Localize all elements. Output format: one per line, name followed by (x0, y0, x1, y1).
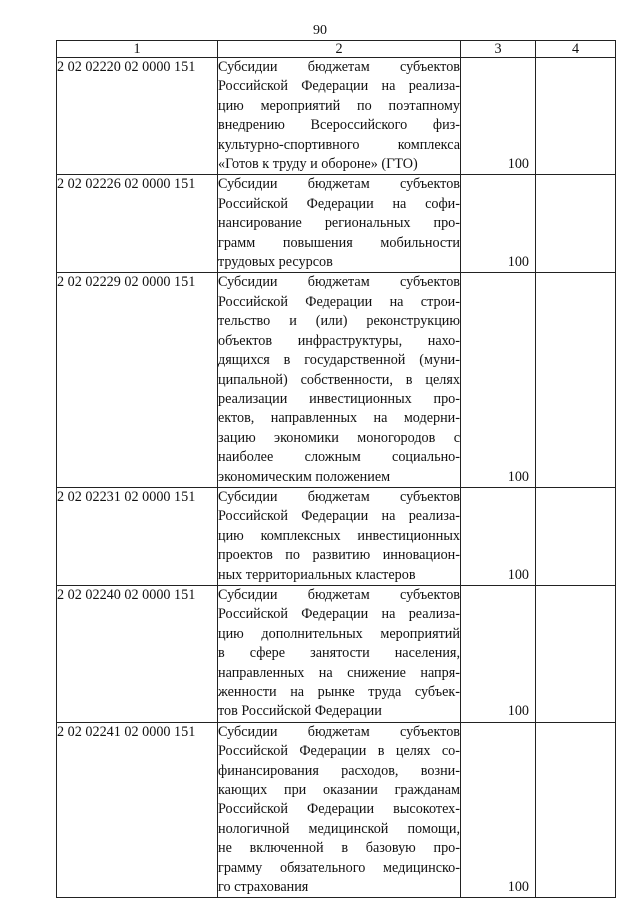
description-line: наиболее сложным социально- (218, 449, 460, 466)
description-line: трудовых ресурсов (218, 254, 333, 271)
description-line: проектов по развитию инновацион- (218, 547, 460, 564)
description-line: нансирование региональных про- (218, 215, 460, 232)
description-line: Российской Федерации на реализа- (218, 508, 460, 525)
description-line: го страхования (218, 879, 309, 896)
description-line: цию мероприятий по поэтапному (218, 97, 460, 114)
column-4-cell (536, 273, 616, 487)
description-line: женности на рынке труда субъек- (218, 684, 460, 700)
description-line: «Готов к труду и обороне» (ГТО) (218, 156, 418, 173)
column-4-cell (536, 175, 616, 273)
description-line: тельство и (или) реконструкцию (218, 313, 460, 330)
table-row (57, 487, 616, 585)
amount-cell (461, 487, 536, 585)
description-cell (218, 585, 461, 722)
description-line: Субсидии бюджетам субъектов (218, 723, 460, 740)
description-cell (218, 175, 461, 273)
description-line: объектов инфраструктуры, нахо- (218, 332, 460, 349)
description-cell (218, 273, 461, 487)
amount-value: 100 (507, 468, 529, 485)
description-line: грамму обязательного медицинско- (218, 859, 460, 876)
description-line: грамм повышения мобильности (218, 234, 460, 251)
budget-code-cell: 2 02 02231 02 0000 151 (57, 487, 218, 585)
description-line: Субсидии бюджетам субъектов (218, 488, 460, 505)
amount-value: 100 (507, 566, 529, 583)
description-cell (218, 58, 461, 175)
header-col-4: 4 (536, 41, 616, 58)
page-number: 90 (313, 23, 327, 38)
header-col-2: 2 (218, 41, 461, 58)
table-row (57, 585, 616, 722)
amount-cell (461, 585, 536, 722)
description-line: Российской Федерации высокотех- (218, 801, 460, 818)
description-line: Субсидии бюджетам субъектов (218, 274, 460, 291)
description-line: не включенной в базовую про- (218, 840, 460, 857)
amount-cell (461, 722, 536, 898)
description-line: направленных на снижение напря- (218, 664, 460, 681)
description-line: дящихся в государственной (муни- (218, 352, 460, 369)
description-line: зацию экономики моногородов с (218, 429, 460, 446)
table-row (57, 722, 616, 898)
description-line: культурно-спортивного комплекса (218, 136, 460, 153)
table-body (57, 58, 616, 898)
description-line: внедрению Всероссийского физ- (218, 117, 460, 134)
amount-value: 100 (507, 254, 529, 271)
description-line: цию дополнительных мероприятий (218, 625, 460, 642)
header-col-1: 1 (57, 41, 218, 58)
budget-code-cell: 2 02 02220 02 0000 151 (57, 58, 218, 175)
column-4-cell (536, 585, 616, 722)
description-line: ципальной) собственности, в целях (218, 371, 460, 388)
description-line: Российской Федерации на реализа- (218, 78, 460, 95)
description-line: ных территориальных кластеров (218, 566, 416, 583)
column-4-cell (536, 58, 616, 175)
amount-value: 100 (507, 879, 529, 896)
description-line: реализации инвестиционных про- (218, 390, 460, 407)
budget-code-cell: 2 02 02226 02 0000 151 (57, 175, 218, 273)
budget-code-cell: 2 02 02241 02 0000 151 (57, 722, 218, 898)
description-line: тов Российской Федерации (218, 703, 382, 720)
budget-code-cell: 2 02 02229 02 0000 151 (57, 273, 218, 487)
budget-table (56, 40, 616, 898)
description-line: цию комплексных инвестиционных (218, 527, 460, 544)
description-line: Российской Федерации на софи- (218, 195, 460, 212)
description-line: Российской Федерации на реализа- (218, 606, 460, 623)
description-cell (218, 722, 461, 898)
amount-cell (461, 58, 536, 175)
budget-code-cell: 2 02 02240 02 0000 151 (57, 585, 218, 722)
header-row (57, 41, 616, 58)
description-line: Российской Федерации в целях со- (218, 743, 460, 760)
amount-value: 100 (507, 156, 529, 173)
description-line: кающих при оказании гражданам (218, 782, 460, 799)
amount-value: 100 (507, 703, 529, 720)
description-line: финансирования расходов, возни- (218, 762, 460, 779)
table-row (57, 58, 616, 175)
description-line: Российской Федерации на строи- (218, 293, 460, 310)
description-line: Субсидии бюджетам субъектов (218, 176, 460, 193)
description-line: нологичной медицинской помощи, (218, 820, 460, 837)
description-line: ектов, направленных на модерни- (218, 410, 460, 427)
table-row (57, 175, 616, 273)
amount-cell (461, 273, 536, 487)
description-line: экономическим положением (218, 468, 391, 485)
column-4-cell (536, 487, 616, 585)
amount-cell (461, 175, 536, 273)
description-line: Субсидии бюджетам субъектов (218, 59, 460, 75)
table-row (57, 273, 616, 487)
description-cell (218, 487, 461, 585)
header-col-3: 3 (461, 41, 536, 58)
description-line: Субсидии бюджетам субъектов (218, 586, 460, 603)
column-4-cell (536, 722, 616, 898)
description-line: в сфере занятости населения, (218, 645, 460, 662)
